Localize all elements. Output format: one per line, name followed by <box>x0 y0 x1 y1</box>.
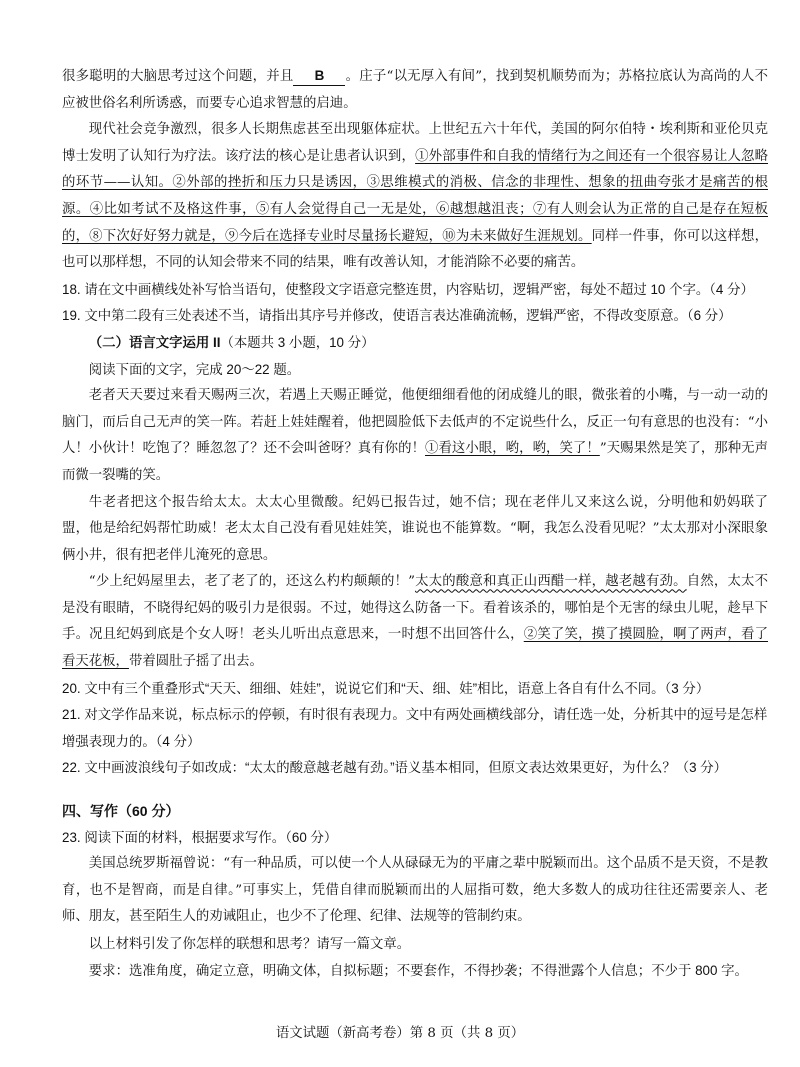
story-paragraph-3: “少上纪妈屋里去，老了老了的，还这么杓杓颠颠的！”太太的酸意和真正山西醋一样，越老越有劲。自然，太太不是没有眼睛，不晓得纪妈的吸引力是很弱。不过，她得这么防备一下。看着该杀的，哪怕是个无害的绿虫儿呢，趁早下手。况且纪妈到底是个女人呀！老头儿听出点意思来，一时想不出回答什么，②笑了笑，摸了摸圆脸，啊了两声，看了看天花板，带着圆肚子摇了出去。 <box>62 574 769 670</box>
reading-instruction: 阅读下面的文字，完成 20～22 题。 <box>88 361 301 377</box>
writing-requirements: 要求：选准角度，确定立意，明确文体，自拟标题；不要套作，不得抄袭；不得泄露个人信息；不少于 800 字。 <box>88 962 748 978</box>
question-22: 22. 文中画波浪线句子如改成：“太太的酸意越老越有劲。”语义基本相同，但原文表达效果更好，为什么？（3 分） <box>62 760 728 776</box>
answer-blank-b: B <box>293 67 345 86</box>
underlined-numbered-clauses: ①外部事件和自我的情绪行为之间还有一个很容易让人忽略的环节——认知。②外部的挫折和压力只是诱因，③思维模式的消极、信念的非理性、想象的扭曲夸张才是痛苦的根源。④比如考试不及格这件事，⑤有人会觉得自己一无是处，⑥越想越沮丧；⑦有人则会认为正常的自己是存在短板的，⑧下次好好努力就是，⑨今后在选择专业时尽量扬长避短，⑩为未来做好生涯规划。 <box>62 148 768 244</box>
page-footer: 语文试题（新高考卷）第 8 页（共 8 页） <box>275 1026 525 1041</box>
section-heading-writing: 四、写作（60 分） <box>62 803 180 820</box>
writing-prompt: 以上材料引发了你怎样的联想和思考？请写一篇文章。 <box>88 936 411 951</box>
underlined-phrase-1: ①看这小眼，哟，哟，笑了！ <box>425 441 600 457</box>
story-paragraph-1: 老者天天要过来看天赐两三次，若遇上天赐正睡觉，他便细细看他的闭成缝儿的眼，微张着的小嘴，与一动一动的脑门，而后自己无声的笑一阵。若赶上娃娃醒着，他把圆脸低下去低声的不定说些什么，反正一句有意思的也没有：“小人！小伙计！吃饱了？睡忽忽了？还不会叫爸呀？真有你的！①看这小眼，哟，哟，笑了！”天赐果然是笑了，那种无声而微一裂嘴的笑。 <box>62 388 768 483</box>
underlined-phrase-2: ②笑了笑，摸了摸圆脸，啊了两声，看了看天花板， <box>62 627 769 670</box>
question-21: 21. 对文学作品来说，标点标示的停顿，有时很有表现力。文中有两处画横线部分，请任选一处，分析其中的逗号是怎样增强表现力的。（4 分） <box>62 707 768 749</box>
section-heading-language-use-2: （二）语言文字运用 II（本题共 3 小题，10 分） <box>88 334 375 350</box>
wavy-underlined-sentence: 太太的酸意和真正山西醋一样，越老越有劲。 <box>414 574 687 590</box>
question-18: 18. 请在文中画横线处补写恰当语句，使整段文字语意完整连贯，内容贴切，逻辑严密，每处不超过 10 个字。（4 分） <box>62 281 754 297</box>
question-23: 23. 阅读下面的材料，根据要求写作。（60 分） <box>62 829 338 845</box>
writing-material: 美国总统罗斯福曾说：“有一种品质，可以使一个人从碌碌无为的平庸之辈中脱颖而出。这个品质不是天资，不是教育，也不是智商，而是自律。”可事实上，凭借自律而脱颖而出的人屈指可数，绝大多数人的成功往往还需要亲人、老师、朋友，甚至陌生人的劝诫阻止，也少不了伦理、纪律、法规等的管制约束。 <box>62 856 768 925</box>
question-20: 20. 文中有三个重叠形式“天天、细细、娃娃”，说说它们和“天、细、娃”相比，语意上各自有什么不同。（3 分） <box>62 680 710 696</box>
paragraph-2: 现代社会竞争激烈，很多人长期焦虑甚至出现躯体症状。上世纪五六十年代，美国的阿尔伯特・埃利斯和亚伦贝克博士发明了认知行为疗法。该疗法的核心是让患者认识到，①外部事件和自我的情绪行为之间还有一个很容易让人忽略的环节——认知。②外部的挫折和压力只是诱因，③思维模式的消极、信念的非理性、想象的扭曲夸张才是痛苦的根源。④比如考试不及格这件事，⑤有人会觉得自己一无是处，⑥越想越沮丧；⑦有人则会认为正常的自己是存在短板的，⑧下次好好努力就是，⑨今后在选择专业时尽量扬长避短，⑩为未来做好生涯规划。同样一件事，你可以这样想，也可以那样想，不同的认知会带来不同的结果，唯有改善认知，才能消除不必要的痛苦。 <box>62 122 768 271</box>
paragraph-1: 很多聪明的大脑思考过这个问题，并且 B 。庄子“以无厚入有间”，找到契机顺势而为；苏格拉底认为高尚的人不应被世俗名利所诱惑，而要专心追求智慧的启迪。 <box>62 68 768 111</box>
story-paragraph-2: 牛老者把这个报告给太太。太太心里微酸。纪妈已报告过，她不信；现在老伴儿又来这么说，分明他和奶妈联了盟，他是给纪妈帮忙助威！老太太自己没有看见娃娃笑，谁说也不能算数。“啊，我怎么没看见呢？”太太那对小深眼象俩小井，很有把老伴儿淹死的意思。 <box>62 494 768 563</box>
page-content <box>62 64 768 984</box>
question-19: 19. 文中第二段有三处表述不当，请指出其序号并修改，使语言表达准确流畅，逻辑严密，不得改变原意。（6 分） <box>62 308 732 324</box>
